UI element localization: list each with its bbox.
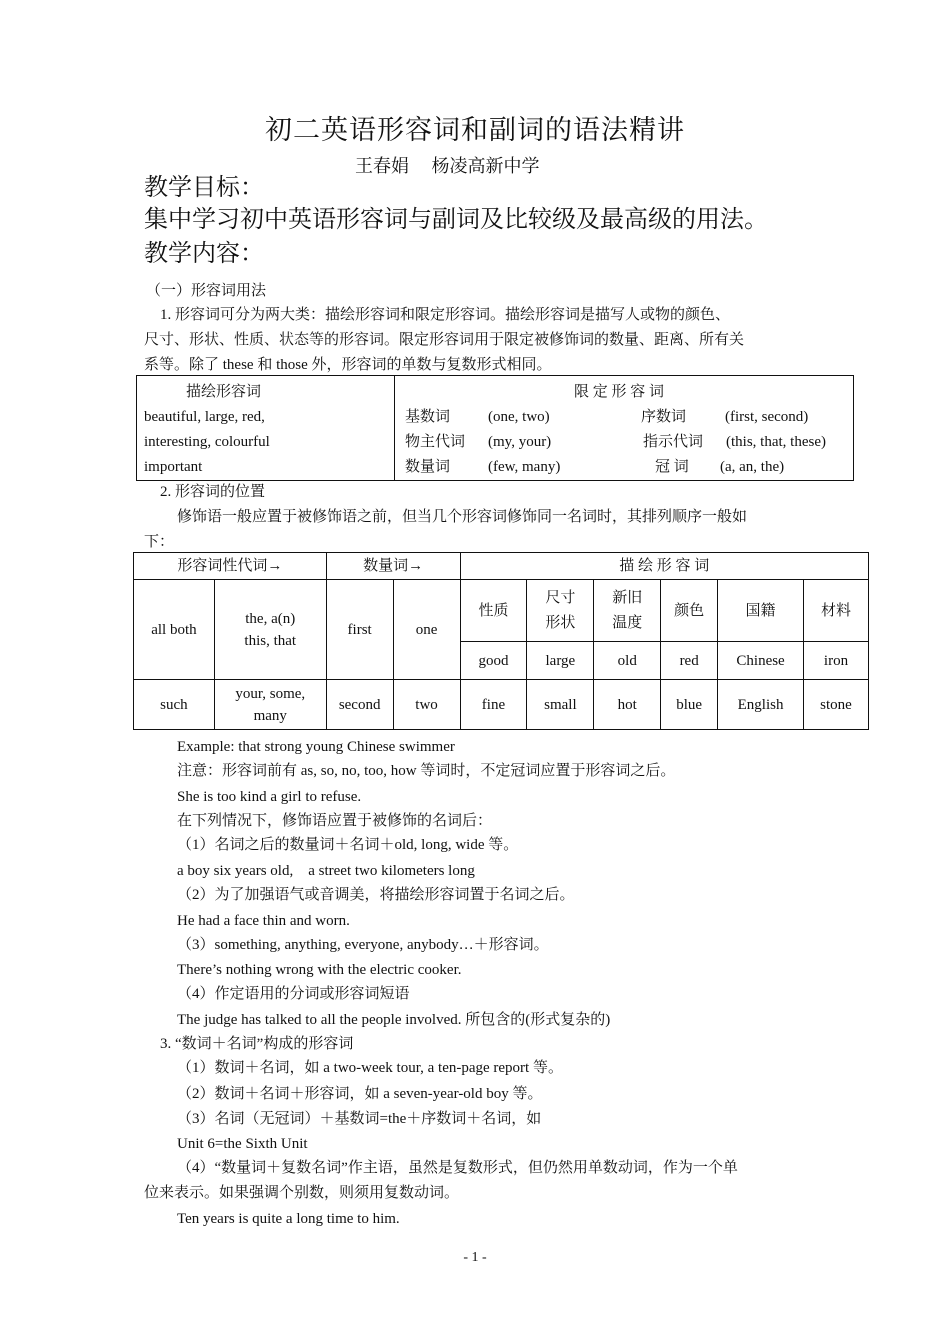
paragraph-line: 在下列情况下，修饰语应置于被修饰的名词后： [177, 813, 493, 829]
page-number: - 1 - [463, 1250, 487, 1265]
paragraph-line: 位来表示。如果强调个别数，则须用复数动词。 [144, 1185, 460, 1201]
table-subheader: 性质 [460, 580, 527, 642]
goal-heading: 教学目标： [144, 175, 264, 201]
table-cell: (this, that, these) [726, 434, 826, 450]
table-row [134, 580, 869, 642]
table-cell: (my, your) [488, 434, 552, 450]
paragraph-line: 尺寸、形状、性质、状态等的形容词。限定形容词用于限定被修饰词的数量、距离、所有关 [144, 332, 745, 348]
paragraph-line: 系等。除了 these 和 those 外，形容词的单数与复数形式相同。 [144, 357, 552, 373]
paragraph-line: 下： [144, 534, 175, 550]
table-header: 数量词→ [326, 553, 460, 580]
determiner-column [395, 376, 854, 481]
table-cell: small [527, 680, 594, 730]
example-line: a boy six years old, a street two kilometers long [177, 863, 475, 879]
table-row [134, 680, 869, 730]
table-cell: your, some, many [214, 680, 326, 730]
table-cell: English [718, 680, 804, 730]
table-cell: iron [804, 642, 869, 680]
section-heading: 2. 形容词的位置 [160, 484, 266, 500]
content-heading: 教学内容： [144, 241, 264, 267]
page-title: 初二英语形容词和副词的语法精讲 [265, 115, 685, 145]
table-header: 限 定 形 容 词 [573, 384, 664, 400]
author-line: 王春娟 杨凌高新中学 [355, 156, 540, 176]
adjective-order-table [133, 552, 869, 730]
table-row [405, 430, 853, 455]
list-item: （2）数词＋名词＋形容词，如 a seven-year-old boy 等。 [177, 1086, 543, 1102]
table-subheader: 新旧 温度 [594, 580, 661, 642]
table-cell: (a, an, the) [720, 459, 785, 475]
table-cell: such [134, 680, 215, 730]
table-subheader: 材料 [804, 580, 869, 642]
table-cell: all both [134, 580, 215, 680]
table-cell: fine [460, 680, 527, 730]
descriptive-column [137, 376, 395, 481]
table-cell: (first, second) [725, 409, 809, 425]
table-cell: 指示代词 [643, 434, 704, 450]
table-header: 形容词性代词→ [134, 553, 327, 580]
table-header-row [134, 553, 869, 580]
section-heading: （一）形容词用法 [146, 283, 267, 299]
example-line: He had a face thin and worn. [177, 913, 350, 929]
table-subheader: 尺寸 形状 [527, 580, 594, 642]
adjective-types-table [136, 375, 854, 481]
table-cell: second [326, 680, 393, 730]
table-cell: blue [661, 680, 718, 730]
example-line: Ten years is quite a long time to him. [177, 1211, 400, 1227]
table-cell: old [594, 642, 661, 680]
table-cell: beautiful, large, red, [144, 409, 265, 425]
list-item: （4）作定语用的分词或形容词短语 [177, 986, 410, 1002]
list-item: （2）为了加强语气或音调美，将描绘形容词置于名词之后。 [177, 887, 575, 903]
section-heading: 3. “数词＋名词”构成的形容词 [160, 1036, 354, 1052]
table-cell: good [460, 642, 527, 680]
table-cell: 数量词 [405, 459, 451, 475]
example-line: She is too kind a girl to refuse. [177, 789, 362, 805]
table-cell: 物主代词 [405, 434, 466, 450]
list-item: （3）something, anything, everyone, anybody…＋形容词。 [177, 937, 549, 953]
list-item: （3）名词（无冠词）＋基数词=the＋序数词＋名词，如 [177, 1111, 542, 1127]
table-cell: important [144, 459, 203, 475]
paragraph-line: 1. 形容词可分为两大类：描绘形容词和限定形容词。描绘形容词是描写人或物的颜色、 [160, 307, 731, 323]
list-item: （1）数词＋名词，如 a two-week tour, a ten-page report 等。 [177, 1060, 563, 1076]
table-cell: Chinese [718, 642, 804, 680]
table-subheader: 国籍 [718, 580, 804, 642]
example-line: Example: that strong young Chinese swimmer [177, 739, 455, 755]
table-row [405, 405, 853, 430]
table-row [405, 455, 853, 480]
list-item: （1）名词之后的数量词＋名词＋old, long, wide 等。 [177, 837, 519, 853]
table-cell: (one, two) [488, 409, 550, 425]
table-cell: (few, many) [488, 459, 561, 475]
table-cell: hot [594, 680, 661, 730]
note-line: 注意：形容词前有 as, so, no, too, how 等词时，不定冠词应置于形容词之后。 [177, 763, 676, 779]
table-cell: 序数词 [641, 409, 687, 425]
example-line: Unit 6=the Sixth Unit [177, 1136, 308, 1152]
table-cell: 冠 词 [655, 459, 689, 475]
table-cell: interesting, colourful [144, 434, 270, 450]
table-cell: first [326, 580, 393, 680]
table-header: 描 绘 形 容 词 [460, 553, 869, 580]
list-item: （4）“数量词＋复数名词”作主语，虽然是复数形式，但仍然用单数动词，作为一个单 [177, 1160, 738, 1176]
table-subheader: 颜色 [661, 580, 718, 642]
goal-text: 集中学习初中英语形容词与副词及比较级及最高级的用法。 [144, 207, 768, 233]
table-cell: the, a(n) this, that [214, 580, 326, 680]
paragraph-line: 修饰语一般应置于被修饰语之前，但当几个形容词修饰同一名词时，其排列顺序一般如 [177, 509, 748, 525]
table-cell: 基数词 [405, 409, 451, 425]
table-cell: large [527, 642, 594, 680]
example-line: There’s nothing wrong with the electric cooker. [177, 962, 462, 978]
table-cell: two [393, 680, 460, 730]
example-line: The judge has talked to all the people involved. 所包含的(形式复杂的) [177, 1012, 611, 1028]
table-cell: red [661, 642, 718, 680]
table-cell: one [393, 580, 460, 680]
table-cell: stone [804, 680, 869, 730]
table-header: 描绘形容词 [186, 384, 262, 400]
